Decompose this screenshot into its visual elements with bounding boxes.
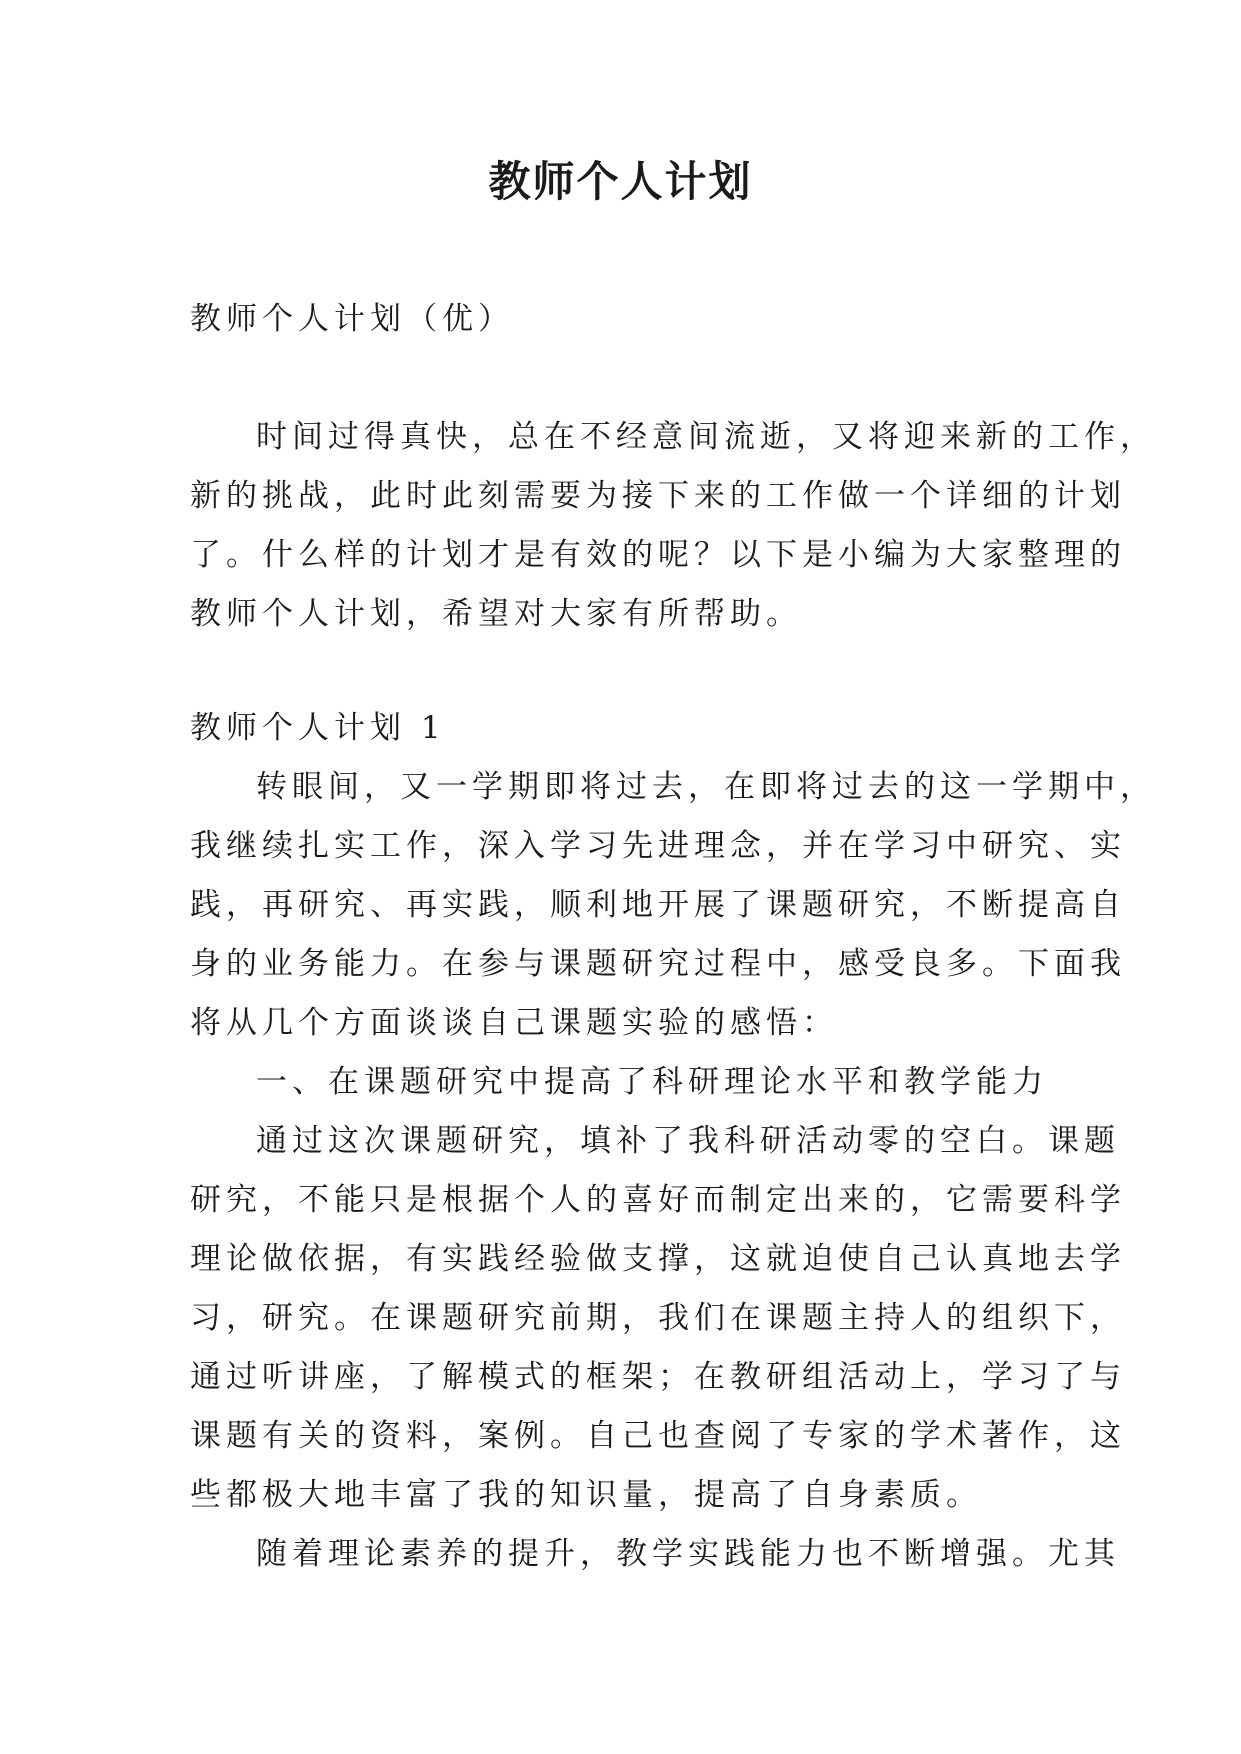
section-heading: 教师个人计划 1 — [190, 710, 446, 746]
text-line: 践，再研究、再实践，顺利地开展了课题研究，不断提高自 — [190, 887, 1126, 923]
text-line: 教师个人计划，希望对大家有所帮助。 — [190, 596, 802, 632]
text-line: 研究，不能只是根据个人的喜好而制定出来的，它需要科学 — [190, 1182, 1126, 1218]
document-body — [190, 290, 1156, 1584]
paragraph — [190, 1112, 1126, 1525]
text-line: 理论做依据，有实践经验做支撑，这就迫使自己认真地去学 — [190, 1241, 1126, 1277]
document-subtitle: 教师个人计划（优） — [190, 301, 514, 337]
paragraph — [190, 758, 1156, 1053]
text-line: 我继续扎实工作，深入学习先进理念，并在学习中研究、实 — [190, 828, 1126, 864]
text-line: 将从几个方面谈谈自己课题实验的感悟： — [190, 1005, 838, 1041]
paragraph — [190, 1525, 1120, 1584]
text-line: 身的业务能力。在参与课题研究过程中，感受良多。下面我 — [190, 946, 1126, 982]
text-line: 通过听讲座，了解模式的框架；在教研组活动上，学习了与 — [190, 1359, 1126, 1395]
text-line: 随着理论素养的提升，教学实践能力也不断增强。尤其 — [256, 1536, 1120, 1572]
text-line: 了。什么样的计划才是有效的呢？以下是小编为大家整理的 — [190, 537, 1126, 573]
document-title: 教师个人计划 — [488, 157, 753, 206]
point-heading: 一、在课题研究中提高了科研理论水平和教学能力 — [256, 1064, 1048, 1100]
intro-paragraph — [190, 408, 1156, 644]
text-line: 转眼间，又一学期即将过去，在即将过去的这一学期中， — [256, 769, 1156, 805]
text-line: 些都极大地丰富了我的知识量，提高了自身素质。 — [190, 1477, 982, 1513]
text-line: 习，研究。在课题研究前期，我们在课题主持人的组织下， — [190, 1300, 1126, 1336]
text-line: 时间过得真快，总在不经意间流逝，又将迎来新的工作， — [256, 419, 1156, 455]
text-line: 通过这次课题研究，填补了我科研活动零的空白。课题 — [256, 1123, 1120, 1159]
text-line: 新的挑战，此时此刻需要为接下来的工作做一个详细的计划 — [190, 478, 1126, 514]
text-line: 课题有关的资料，案例。自己也查阅了专家的学术著作，这 — [190, 1418, 1126, 1454]
